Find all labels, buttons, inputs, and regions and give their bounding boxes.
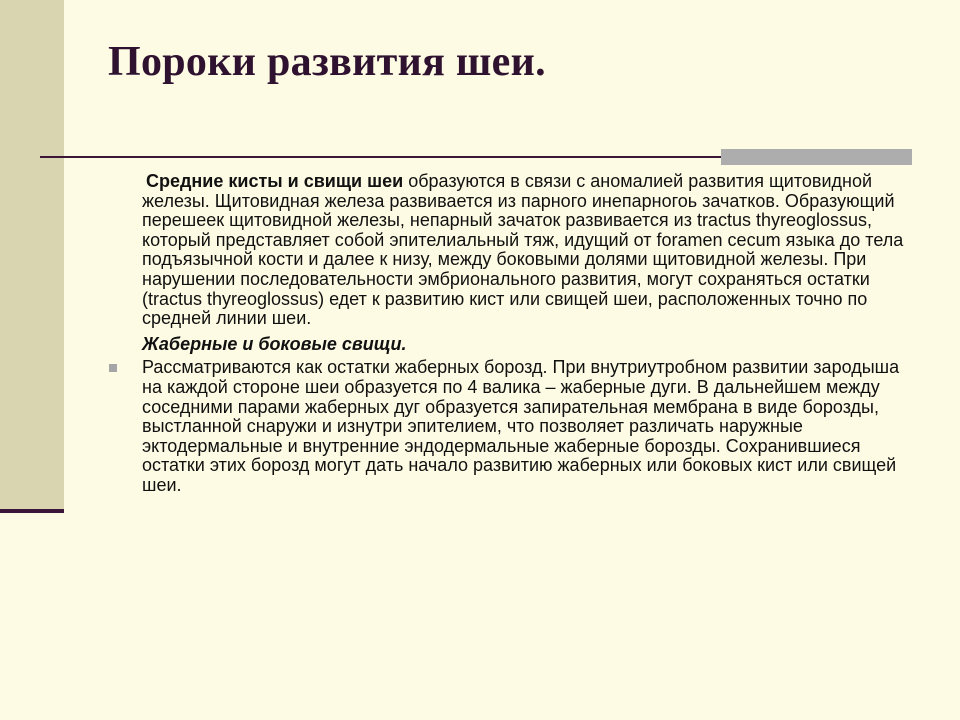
paragraph-median-cysts [142, 172, 912, 329]
list-item [142, 358, 912, 495]
bullet-square-icon [109, 364, 117, 372]
slide-title: Пороки развития шеи. [108, 39, 546, 85]
subheading-branchial: Жаберные и боковые свищи. [142, 333, 407, 354]
paragraph-text: образуются в связи с аномалией развития щитовидной железы. Щитовидная железа развивается из парного инепарногоь зачатков. Образующий перешеек щитовидной железы, непарный зачаток развивается из tractus thyreoglossus, который представляет собой эпителиальный тяж, идущий от foramen cecum языка до тела подъязычной кости и далее к низу, между боковыми долями щитовидной железы. При нарушении последовательности эмбрионального развития, могут сохраняться остатки (tractus thyreoglossus) едет к развитию кист или свищей шеи, расположенных точно по средней линии шеи. [142, 171, 904, 329]
left-band-edge-line [0, 509, 64, 513]
slide-body [142, 172, 912, 496]
decor-gray-bar [721, 149, 912, 165]
paragraph-lead: Средние кисты и свищи шеи [146, 171, 404, 191]
left-decor-band [0, 0, 64, 512]
bullet-text: Рассматриваются как остатки жаберных борозд. При внутриутробном развитии зародыша на каждой стороне шеи образуется по 4 валика – жаберные дуги. В дальнейшем между соседними парами жаберных дуг образуется запирательная мембрана в виде борозды, выстланной снаружи и изнутри эпителием, что позволяет различать наружные эктодермальные и внутренние эндодермальные жаберные борозды. Сохранившиеся остатки этих борозд могут дать начало развитию жаберных или боковых кист или свищей шеи. [142, 357, 900, 495]
